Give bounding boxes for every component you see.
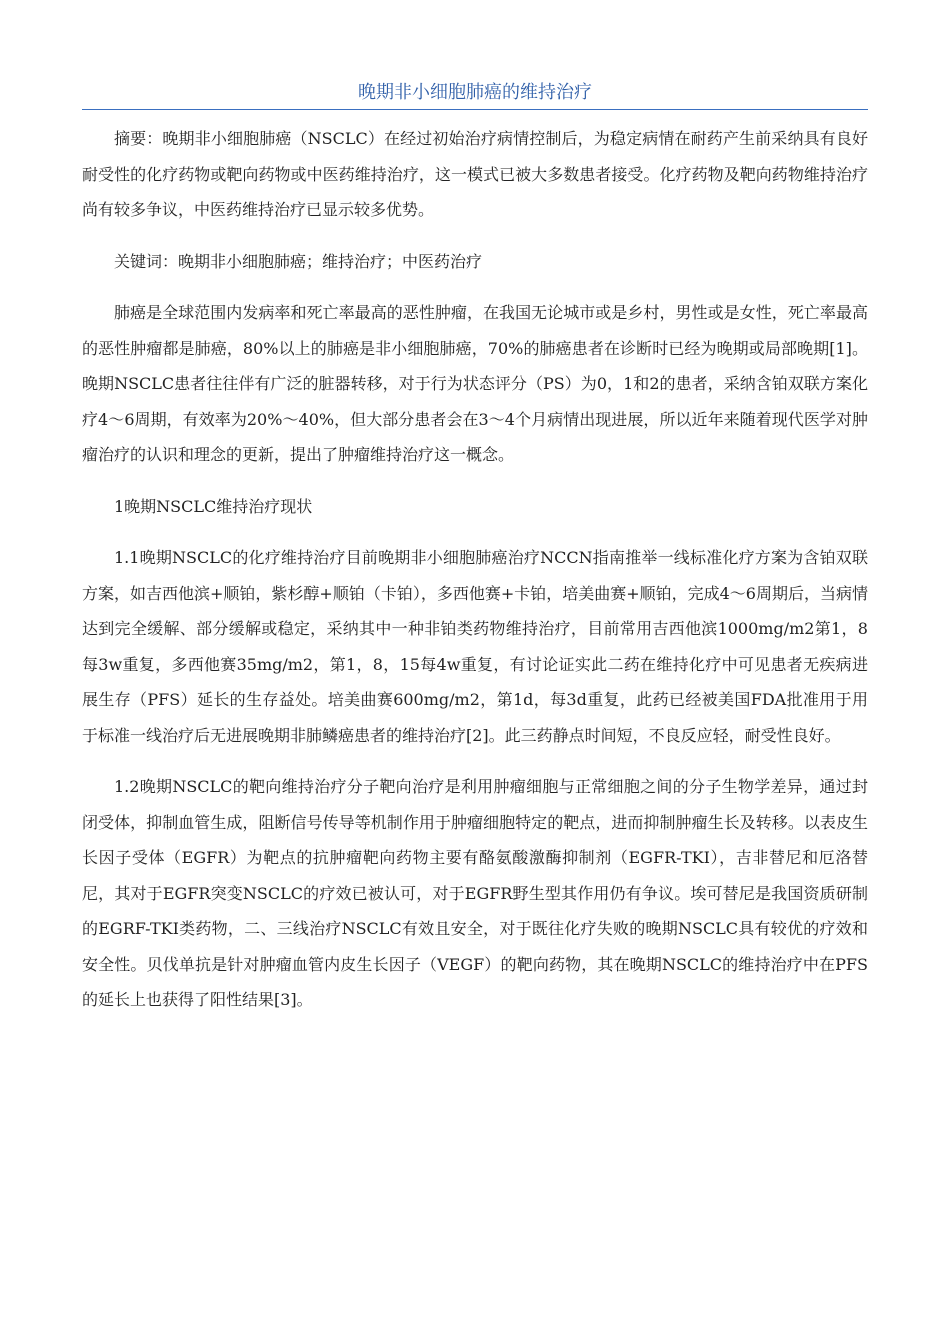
title-divider bbox=[82, 109, 868, 110]
abstract-paragraph: 摘要：晚期非小细胞肺癌（NSCLC）在经过初始治疗病情控制后，为稳定病情在耐药产生前采纳具有良好耐受性的化疗药物或靶向药物或中医药维持治疗，这一模式已被大多数患者接受。化疗药物及靶向药物维持治疗尚有较多争议，中医药维持治疗已显示较多优势。 bbox=[82, 129, 868, 219]
keywords-paragraph: 关键词：晚期非小细胞肺癌；维持治疗；中医药治疗 bbox=[114, 251, 483, 271]
section-heading-1: 1晚期NSCLC维持治疗现状 bbox=[114, 496, 313, 516]
section-1-1-paragraph: 1.1晚期NSCLC的化疗维持治疗目前晚期非小细胞肺癌治疗NCCN指南推举一线标准化疗方案为含铂双联方案，如吉西他滨+顺铂，紫杉醇+顺铂（卡铂），多西他赛+卡铂，培美曲赛+顺铂，完成4～6周期后，当病情达到完全缓解、部分缓解或稳定，采纳其中一种非铂类药物维持治疗，目前常用吉西他滨1000mg/m2第1，8每3w重复，多西他赛35mg/m2，第1，8，15每4w重复，有讨论证实此二药在维持化疗中可见患者无疾病进展生存（PFS）延长的生存益处。培美曲赛600mg/m2，第1d，每3d重复，此药已经被美国FDA批准用于用于标准一线治疗后无进展晚期非肺鳞癌患者的维持治疗[2]。此三药静点时间短，不良反应轻，耐受性良好。 bbox=[82, 548, 868, 745]
section-1-2-paragraph: 1.2晚期NSCLC的靶向维持治疗分子靶向治疗是利用肿瘤细胞与正常细胞之间的分子生物学差异，通过封闭受体，抑制血管生成，阻断信号传导等机制作用于肿瘤细胞特定的靶点，进而抑制肿瘤生长及转移。以表皮生长因子受体（EGFR）为靶点的抗肿瘤靶向药物主要有酪氨酸激酶抑制剂（EGFR-TKI），吉非替尼和厄洛替尼，其对于EGFR突变NSCLC的疗效已被认可，对于EGFR野生型其作用仍有争议。埃可替尼是我国资质研制的EGRF-TKI类药物，二、三线治疗NSCLC有效且安全，对于既往化疗失败的晚期NSCLC具有较优的疗效和安全性。贝伐单抗是针对肿瘤血管内皮生长因子（VEGF）的靶向药物，其在晚期NSCLC的维持治疗中在PFS的延长上也获得了阳性结果[3]。 bbox=[82, 777, 868, 1009]
document-body bbox=[82, 121, 868, 1034]
intro-paragraph: 肺癌是全球范围内发病率和死亡率最高的恶性肿瘤，在我国无论城市或是乡村，男性或是女性，死亡率最高的恶性肿瘤都是肺癌，80%以上的肺癌是非小细胞肺癌，70%的肺癌患者在诊断时已经为晚期或局部晚期[1]。晚期NSCLC患者往往伴有广泛的脏器转移，对于行为状态评分（PS）为0，1和2的患者，采纳含铂双联方案化疗4～6周期，有效率为20%～40%，但大部分患者会在3～4个月病情出现进展，所以近年来随着现代医学对肿瘤治疗的认识和理念的更新，提出了肿瘤维持治疗这一概念。 bbox=[82, 303, 868, 464]
page-title: 晚期非小细胞肺癌的维持治疗 bbox=[358, 82, 592, 103]
